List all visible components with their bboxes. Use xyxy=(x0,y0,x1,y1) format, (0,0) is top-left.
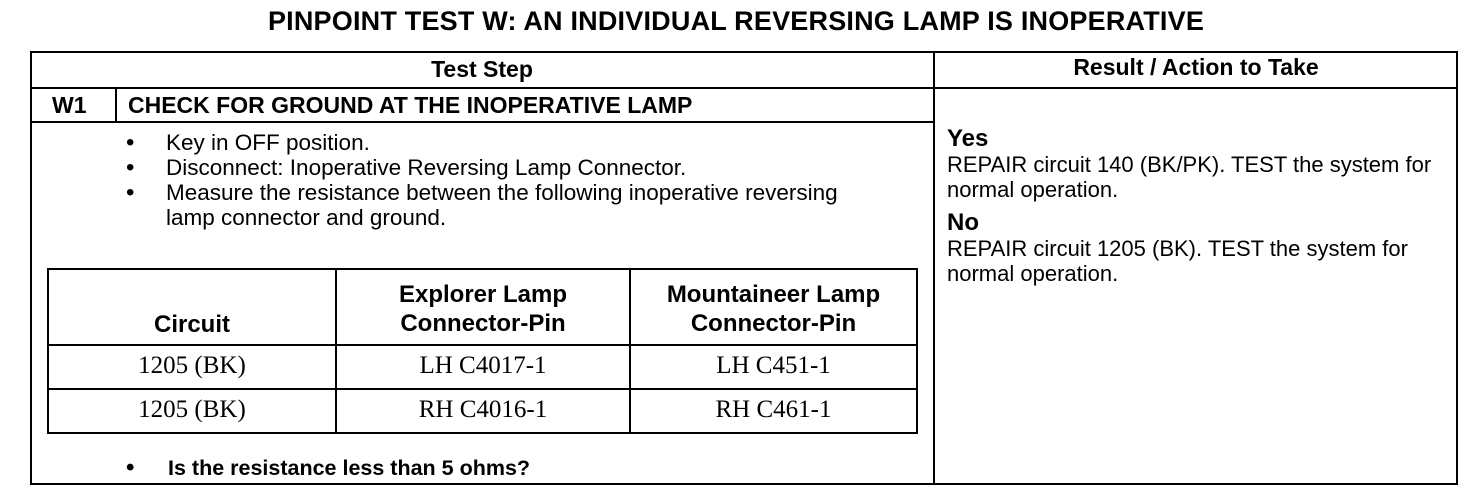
column-header-test-step: Test Step xyxy=(431,56,533,82)
table-header-circuit: Circuit xyxy=(153,311,230,338)
step-id-divider xyxy=(115,87,117,122)
step-question xyxy=(124,454,530,482)
result-yes-label: Yes xyxy=(947,125,989,152)
table-row-divider xyxy=(49,344,916,346)
table-row-divider xyxy=(49,388,916,390)
result-no-text: REPAIR circuit 1205 (BK). TEST the system for normal operation. xyxy=(947,236,1408,286)
column-divider xyxy=(933,51,935,485)
result-yes xyxy=(947,126,1447,202)
page-title: PINPOINT TEST W: AN INDIVIDUAL REVERSING LAMP IS INOPERATIVE xyxy=(267,6,1205,36)
step-title-divider xyxy=(30,121,934,123)
step-instructions xyxy=(124,130,884,230)
step-title: CHECK FOR GROUND AT THE INOPERATIVE LAMP xyxy=(128,92,693,118)
result-yes-text: REPAIR circuit 140 (BK/PK). TEST the system for normal operation. xyxy=(947,152,1432,202)
table-cell: LH C451-1 xyxy=(716,352,831,379)
circuit-table xyxy=(47,268,918,434)
step-id: W1 xyxy=(52,92,87,118)
instruction-item: • Key in OFF position. xyxy=(124,130,884,155)
instruction-item: • Disconnect: Inoperative Reversing Lamp Connector. xyxy=(124,155,884,180)
table-cell: 1205 (BK) xyxy=(138,352,246,379)
table-cell: RH C4016-1 xyxy=(418,396,548,423)
result-no-label: No xyxy=(947,209,979,236)
table-cell: RH C461-1 xyxy=(715,396,832,423)
table-header-mountaineer: Mountaineer Lamp Connector-Pin xyxy=(666,281,881,337)
header-divider xyxy=(30,87,1458,89)
column-header-result: Result / Action to Take xyxy=(1073,54,1319,80)
instruction-item: • Measure the resistance between the following inoperative reversing lamp connector and ground. xyxy=(124,180,884,230)
bullet-icon: • xyxy=(126,454,135,481)
table-header-explorer: Explorer Lamp Connector-Pin xyxy=(398,281,568,337)
table-cell: LH C4017-1 xyxy=(419,352,547,379)
question-text: Is the resistance less than 5 ohms? xyxy=(168,456,531,480)
result-no xyxy=(947,210,1447,286)
table-cell: 1205 (BK) xyxy=(138,396,246,423)
